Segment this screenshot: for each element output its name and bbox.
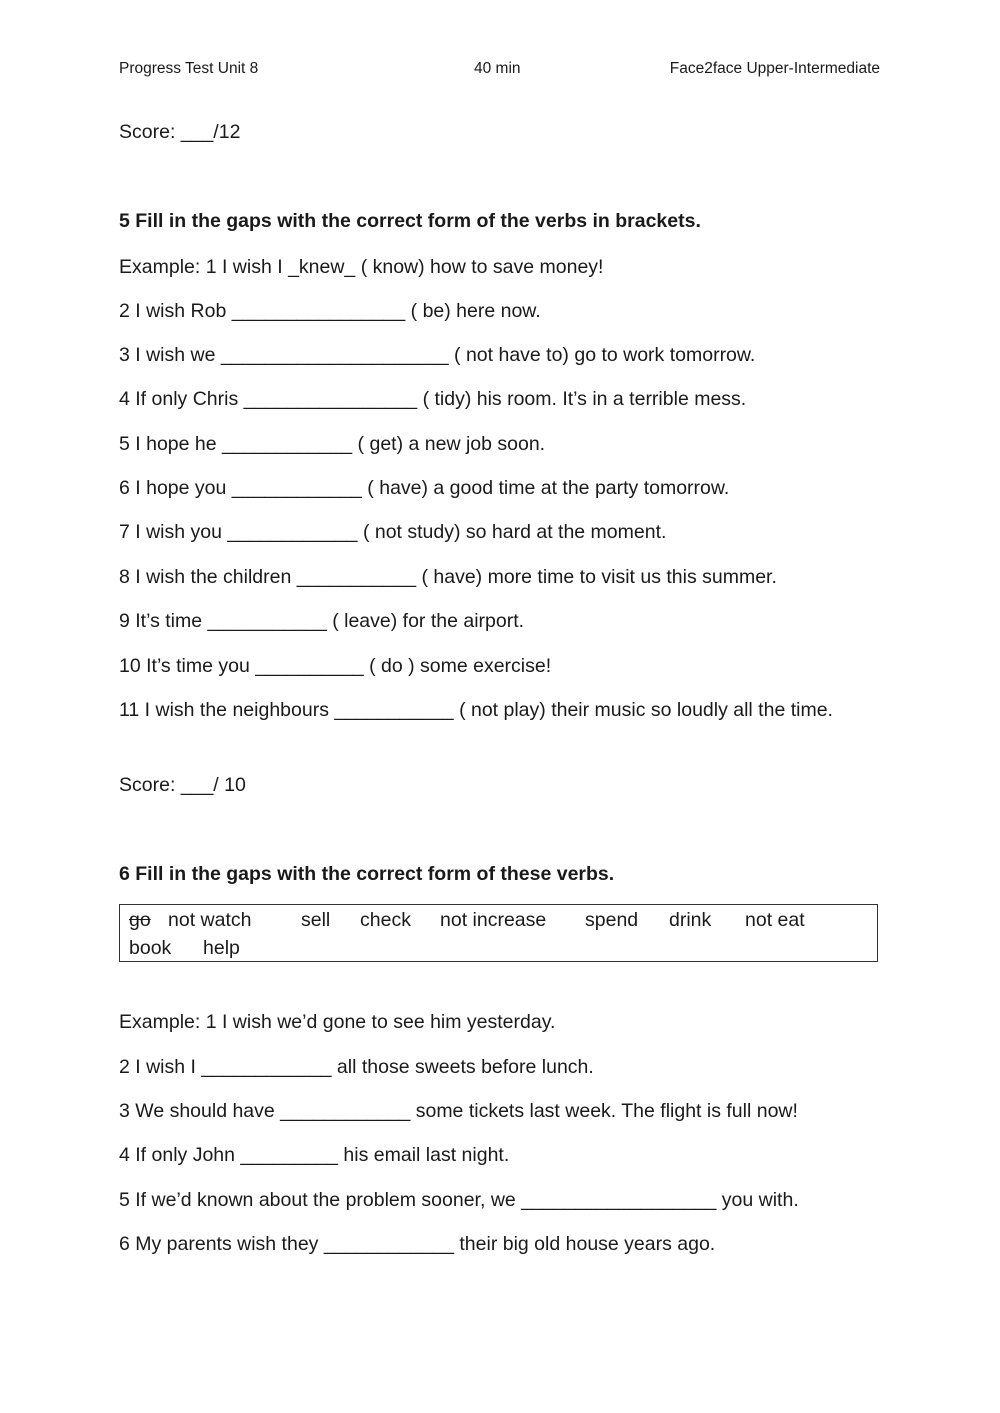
header-test-title: Progress Test Unit 8 xyxy=(119,60,259,77)
section6-item: 4 If only John _________ his email last night. xyxy=(119,1144,510,1166)
section5-item: 4 If only Chris ________________ ( tidy) his room. It’s in a terrible mess. xyxy=(119,388,747,410)
page-header xyxy=(119,60,880,82)
verb-sell: sell xyxy=(301,909,331,931)
section5-item: 2 I wish Rob ________________ ( be) here now. xyxy=(119,300,541,322)
verb-not-eat: not eat xyxy=(745,909,805,931)
section6-item: 6 My parents wish they ____________ their big old house years ago. xyxy=(119,1233,716,1255)
section5-heading: 5 Fill in the gaps with the correct form of the verbs in brackets. xyxy=(119,210,701,232)
section5-score: Score: ___/ 10 xyxy=(119,774,246,796)
section5-item: 6 I hope you ____________ ( have) a good time at the party tomorrow. xyxy=(119,477,730,499)
section6-heading: 6 Fill in the gaps with the correct form of these verbs. xyxy=(119,863,615,885)
verb-drink: drink xyxy=(669,909,712,931)
section5-item: 7 I wish you ____________ ( not study) so hard at the moment. xyxy=(119,521,667,543)
verb-box xyxy=(119,904,878,962)
section6-item: 3 We should have ____________ some tickets last week. The flight is full now! xyxy=(119,1100,798,1122)
verb-spend: spend xyxy=(585,909,639,931)
score-top: Score: ___/12 xyxy=(119,121,241,143)
section5-item: 5 I hope he ____________ ( get) a new job soon. xyxy=(119,433,546,455)
section6-item: 5 If we’d known about the problem sooner, we __________________ you with. xyxy=(119,1189,799,1211)
verb-help: help xyxy=(203,937,240,959)
section5-item: 8 I wish the children ___________ ( have) more time to visit us this summer. xyxy=(119,566,777,588)
header-duration: 40 min xyxy=(474,60,521,77)
section5-example: Example: 1 I wish I _knew_ ( know) how to save money! xyxy=(119,256,604,278)
section5-item: 9 It’s time ___________ ( leave) for the airport. xyxy=(119,610,525,632)
section5-item: 10 It’s time you __________ ( do ) some exercise! xyxy=(119,655,552,677)
section5-item: 3 I wish we _____________________ ( not have to) go to work tomorrow. xyxy=(119,344,756,366)
verb-go-crossed-out: go xyxy=(129,909,151,931)
section6-item: 2 I wish I ____________ all those sweets before lunch. xyxy=(119,1056,594,1078)
section6-example: Example: 1 I wish we’d gone to see him yesterday. xyxy=(119,1011,556,1033)
section5-item: 11 I wish the neighbours ___________ ( not play) their music so loudly all the time. xyxy=(119,699,833,721)
verb-book: book xyxy=(129,937,172,959)
verb-not-watch: not watch xyxy=(168,909,252,931)
verb-not-increase: not increase xyxy=(440,909,547,931)
verb-check: check xyxy=(360,909,411,931)
header-coursebook: Face2face Upper-Intermediate xyxy=(669,60,880,77)
